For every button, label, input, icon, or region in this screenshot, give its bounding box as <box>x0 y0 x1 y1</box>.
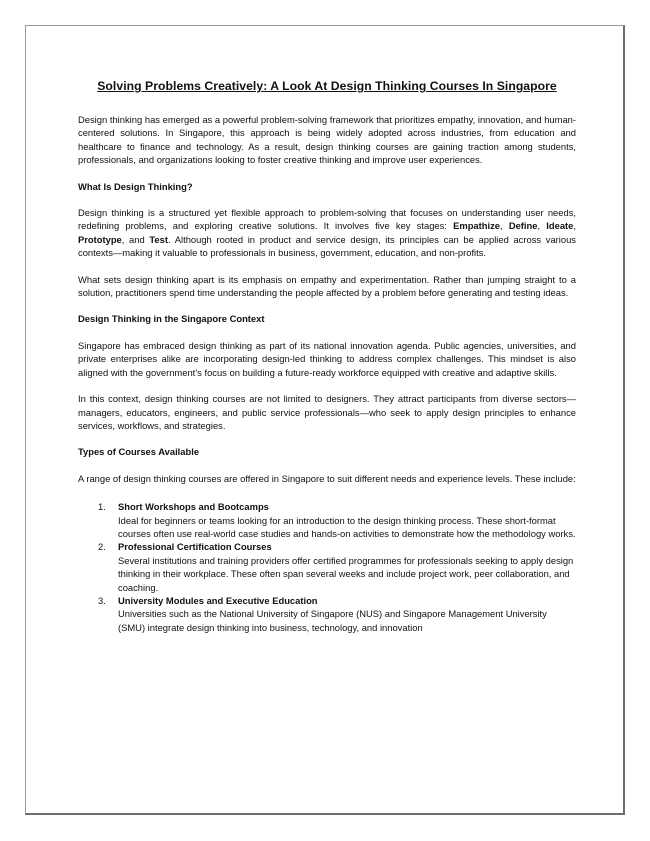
course-types-intro: A range of design thinking courses are offered in Singapore to suit different needs and experience levels. These include: <box>78 472 576 484</box>
section-heading-course-types: Types of Courses Available <box>78 446 200 458</box>
list-item-description: Universities such as the National University of Singapore (NUS) and Singapore Management University (SMU) integrate design thinking into business, technology, and innovation <box>118 608 547 633</box>
intro-paragraph: Design thinking has emerged as a powerful problem-solving framework that prioritizes empathy, innovation, and human-centered solutions. In Singapore, this approach is being widely adopted across industries, from education and healthcare to finance and technology. As a result, design thinking courses are gaining traction among students, professionals, and organizations looking to foster creative thinking and improve user experiences. <box>78 114 576 166</box>
section-heading-singapore-context: Design Thinking in the Singapore Context <box>78 313 265 325</box>
list-item-number: 1. <box>98 501 106 513</box>
list-item-number: 3. <box>98 594 106 606</box>
list-item <box>78 594 576 634</box>
what-is-paragraph-2: What sets design thinking apart is its emphasis on empathy and experimentation. Rather than jumping straight to a solution, practitioners spend time understanding the people affected by a problem before generating and testing ideas. <box>78 273 576 299</box>
list-item-description: Several institutions and training providers offer certified programmes for professionals seeking to apply design thinking in their workplace. These often span several weeks and include project work, peer collaboration, and coaching. <box>118 554 574 593</box>
document-content <box>78 79 576 634</box>
list-item-title: Professional Certification Courses <box>118 541 272 553</box>
stage-separator: , <box>500 220 509 232</box>
list-item-number: 2. <box>98 541 106 553</box>
stage-separator: , and <box>121 233 150 245</box>
list-item <box>78 500 576 540</box>
what-is-text-before: Design thinking is a structured yet flexible approach to problem-solving that focuses on understanding user needs, redefining problems, and exploring creative solutions. It involves five key stages: <box>78 207 576 232</box>
stage-separator: , <box>573 220 576 232</box>
stage-define: Define <box>508 220 538 232</box>
what-is-paragraph-1 <box>78 206 576 260</box>
singapore-paragraph-1: Singapore has embraced design thinking as part of its national innovation agenda. Public agencies, universities, and private enterprises alike are incorporating design-led thinking to address complex challenges. This mindset is also aligned with the government’s focus on building a future-ready workforce equipped with creative and adaptive skills. <box>78 339 576 378</box>
list-item-title: Short Workshops and Bootcamps <box>118 501 269 513</box>
stage-empathize: Empathize <box>453 220 500 232</box>
list-item-description: Ideal for beginners or teams looking for an introduction to the design thinking process. These short-format courses often use real-world case studies and hands-on activities to demonstrate how the methodology works. <box>118 514 576 539</box>
stage-separator: , <box>537 220 547 232</box>
what-is-text-after: . Although rooted in product and service design, its principles can be applied across various contexts—making it valuable to professionals in business, government, education, and non-profits. <box>78 233 576 259</box>
stage-prototype: Prototype <box>78 233 122 245</box>
section-heading-what-is: What Is Design Thinking? <box>78 180 193 192</box>
singapore-paragraph-2: In this context, design thinking courses are not limited to designers. They attract participants from diverse sectors—managers, educators, engineers, and public service professionals—who seek to apply design principles to enhance services, workflows, and strategies. <box>78 393 576 431</box>
stage-test: Test <box>149 233 168 245</box>
course-types-list <box>78 500 576 634</box>
list-item-title: University Modules and Executive Education <box>118 594 318 606</box>
document-page <box>25 25 625 815</box>
list-item <box>78 540 576 594</box>
stage-ideate: Ideate <box>546 220 574 232</box>
document-title: Solving Problems Creatively: A Look At Design Thinking Courses In Singapore <box>97 79 557 93</box>
